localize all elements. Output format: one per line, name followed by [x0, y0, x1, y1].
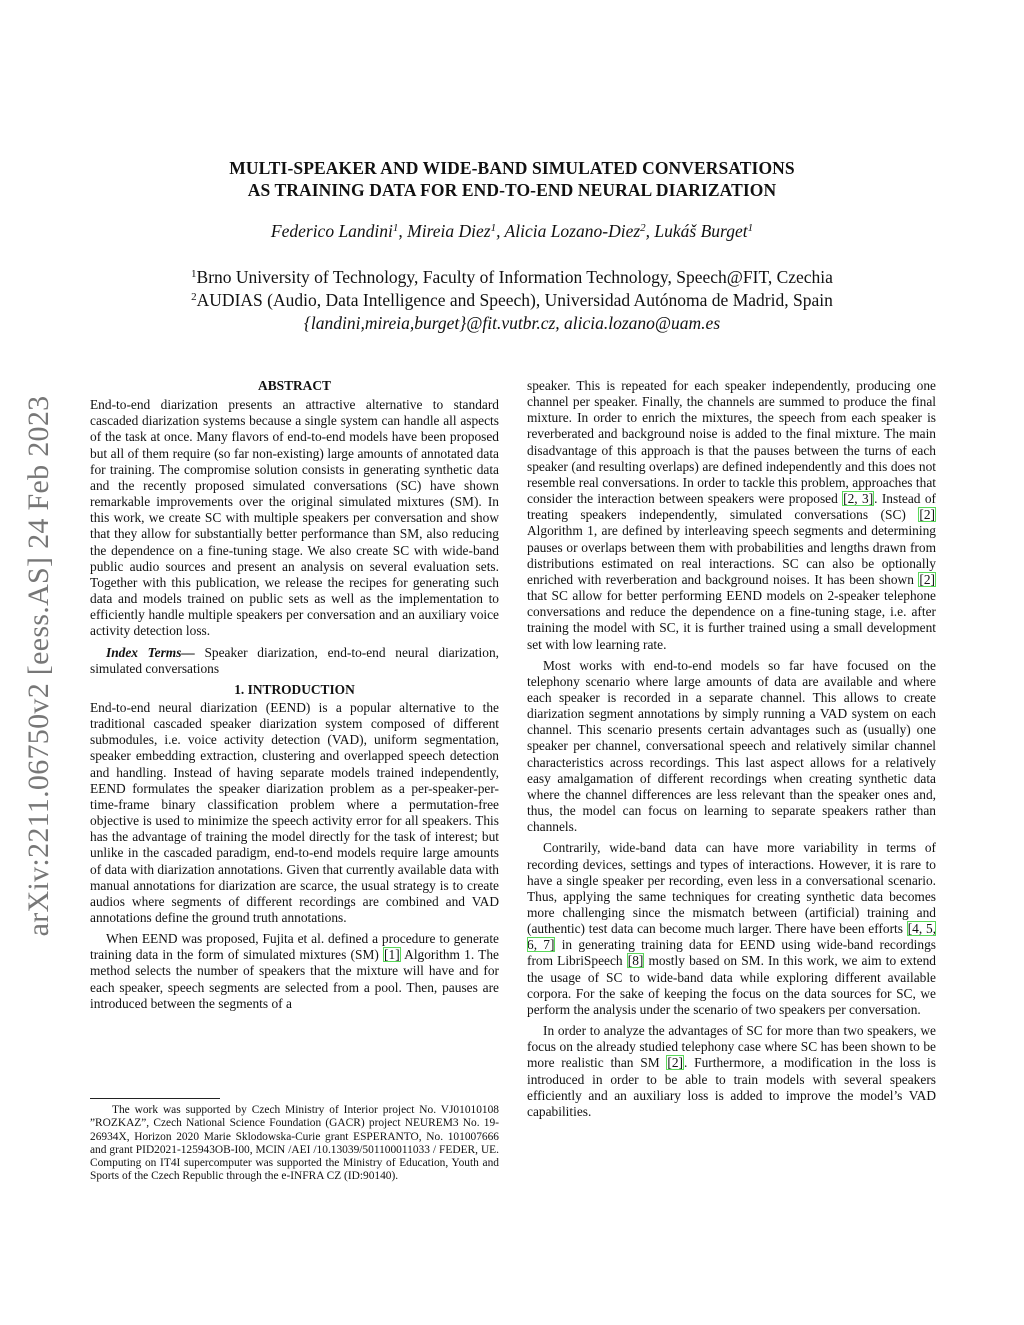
citation-link[interactable]: [8]	[627, 953, 644, 969]
affiliation-number: 1	[191, 268, 197, 280]
text-run: . Instead of treating speakers independently, simulated conversations (SC)	[527, 491, 936, 523]
text-run: mostly based on SM. In this work, we aim to extend the usage of SC to wide-band data while exploring different available corpora. For the sake of keeping the focus on the data sources for SC, we perform the analysis under the scenario of two speakers per conversation.	[527, 953, 936, 1017]
funding-footnote: The work was supported by Czech Ministry of Interior project No. VJ01010108 ”ROZKAZ”, Czech National Science Foundation (GACR) project NEUREM3 No. 19-26934X, Horizon 2020 Marie Sklodowska-Curie grant ESPERANTO, No. 101007666 and grant PID2021-125943OB-I00, MCIN /AEI /10.13039/501100011033 / FEDER, UE. Computing on IT4I supercomputer was supported the Ministry of Education, Youth and Sports of the Czech Republic through the e-INFRA CZ (ID:90140).	[90, 1104, 499, 1183]
text-run: . Furthermore, a modification in the loss is introduced in order to be able to train models with several speakers efficiently and an auxiliary loss is added to improve the model’s VAD capabilities.	[527, 1055, 936, 1119]
affiliations	[0, 266, 1024, 335]
author-name: Alicia Lozano-Diez	[504, 221, 641, 241]
title-line-2: AS TRAINING DATA FOR END-TO-END NEURAL DIARIZATION	[247, 180, 777, 200]
citation-link[interactable]: [2]	[919, 571, 935, 587]
citation-link[interactable]: [2]	[667, 1055, 684, 1071]
intro-paragraph-1: End-to-end neural diarization (EEND) is a popular alternative to the traditional cascaded speaker diarization system composed of different submodules, i.e. voice activity detection (VAD), uniform segmentation, speaker embedding extraction, clustering and overlapped speech detection and handling. Instead of having separate models trained independently, EEND formulates the speaker diarization problem as a per-speaker-per-time-frame binary classification problem where a permutation-free objective is used to minimize the speech activity error for all speakers. This has the advantage of training the model directly for the task of interest; but unlike in the cascaded paradigm, end-to-end models require large amounts of data with diarization annotations. Given that currently available data with manual annotations for diarization are scarce, the usual strategy is to create audios where segments of different recordings are combined and VAD annotations define the ground truth annotations.	[90, 699, 499, 925]
citation-link[interactable]: [4, 5, 6, 7]	[527, 921, 936, 953]
author-name: Mireia Diez	[407, 221, 491, 241]
author-affiliation-mark: 1	[392, 222, 399, 234]
affiliation-number: 2	[191, 291, 197, 303]
citation-link[interactable]: [2]	[919, 507, 935, 523]
text-run: Algorithm 1, are defined by interleaving speech segments and determining pauses or overlaps between them with probabilities and lengths drawn from distributions estimated on real interactions. SC can also be optionally enriched with reverberation and background noises. It has been shown	[527, 523, 936, 587]
right-column	[527, 378, 936, 1120]
footnote-rule	[90, 1098, 220, 1099]
right-paragraph-1	[527, 378, 936, 653]
affiliation-line	[0, 289, 1024, 312]
text-run: that SC allow for better performing EEND models on 2-speaker telephone conversations and reduce the dependence on a fine-tuning stage, i.e. after training the model with SC, it is further trained using a small development set with low learning rate.	[527, 588, 936, 652]
author-affiliation-mark: 1	[490, 222, 497, 234]
author-list: Federico Landini$^1$, Mireia Diez$^1$, Alicia Lozano-Diez$^2$, Lukáš Burget$^1$	[270, 221, 754, 241]
affiliation-text: AUDIAS (Audio, Data Intelligence and Speech), Universidad Autónoma de Madrid, Spain	[196, 290, 833, 310]
right-paragraph-2: Most works with end-to-end models so far have focused on the telephony scenario where large amounts of data are available and where each speaker is recorded in a separate channel. This allows to create diarization segment annotations by simply running a VAD system on each channel. This scenario presents certain advantages such as (usually) one speaker per channel, conversational speech and relatively similar channel characteristics across recordings. This last aspect allows for a relatively easy amalgamation of different recordings when creating synthetic data where the channel differences are less relevant than the speaker ones and, thus, the model can focus on learning to separate speakers rather than channels.	[527, 657, 936, 835]
abstract-heading: ABSTRACT	[258, 378, 331, 393]
abstract-text: End-to-end diarization presents an attractive alternative to standard cascaded diarization systems because a single system can handle all aspects of the task at once. Many flavors of end-to-end models have been proposed but all of them require (so far non-existing) large amounts of annotated data for training. The compromise solution consists in generating synthetic data and the recently proposed simulated conversations (SC) have shown remarkable improvements over the original simulated mixtures (SM). In this work, we create SC with multiple speakers per conversation and show that they allow for substantially better performance than SM, also reducing the dependence on a fine-tuning stage. We also create SC with wide-band public audio sources and present an analysis on several evaluation sets. Together with this publication, we release the recipes for generating such data and models trained on public sets as well as the implementation to efficiently handle multiple speakers per conversation and an auxiliary voice activity detection loss.	[90, 397, 499, 639]
text-run: in generating training data for EEND using wide-band recordings from LibriSpeech	[527, 937, 936, 969]
citation-link[interactable]: [2, 3]	[843, 491, 874, 507]
author-affiliation-mark: 1	[747, 222, 754, 234]
right-paragraph-3	[527, 840, 936, 1018]
title-line-1: MULTI-SPEAKER AND WIDE-BAND SIMULATED CONVERSATIONS	[229, 158, 795, 178]
affiliation-line	[0, 266, 1024, 289]
author-name: Federico Landini	[270, 221, 393, 241]
author-emails: {landini,mireia,burget}@fit.vutbr.cz, alicia.lozano@uam.es	[303, 313, 721, 333]
author-affiliation-mark: 2	[640, 222, 646, 234]
author-name: Lukáš Burget	[654, 221, 748, 241]
intro-paragraph-2	[90, 931, 499, 1012]
text-run: Algorithm 1. The method selects the number of speakers that the mixture will have and for each speaker, speech segments are selected from a pool. Then, pauses are introduced between the segments of a	[90, 947, 499, 1011]
affiliation-text: Brno University of Technology, Faculty of Information Technology, Speech@FIT, Czechia	[196, 267, 833, 287]
text-run: When EEND was proposed, Fujita et al. defined a procedure to generate training data in the form of simulated mixtures (SM)	[90, 931, 499, 963]
text-run: In order to analyze the advantages of SC for more than two speakers, we focus on the already studied telephony case where SC has been shown to be more realistic than SM	[527, 1023, 936, 1071]
paper-title	[0, 157, 1024, 201]
citation-link[interactable]: [1]	[384, 947, 400, 963]
index-terms-label: Index Terms—	[106, 644, 195, 660]
right-paragraph-4	[527, 1023, 936, 1120]
text-run: Contrarily, wide-band data can have more variability in terms of recording devices, settings and types of interactions. However, it is rare to have a single speaker per recording, even less in a conversational scenario. Thus, applying the same techniques for creating synthetic data becomes more challenging since the mismatch between (artificial) training and (authentic) test data can become much larger. There have been efforts	[527, 840, 936, 937]
arxiv-identifier: arXiv:2211.06750v2 [eess.AS] 24 Feb 2023	[22, 395, 55, 937]
index-terms	[90, 645, 499, 677]
introduction-heading: 1. INTRODUCTION	[234, 681, 355, 697]
left-column	[90, 378, 499, 1012]
text-run: speaker. This is repeated for each speaker independently, producing one channel per speaker. Finally, the channels are summed to produce the final mixture. In order to enrich the mixtures, the speech from each speaker is reverberated and background noise is added to the final mixture. The main disadvantage of this approach is that the pauses between the turns of each speaker (and resulting overlaps) are defined independently and this does not resemble real conversations. In order to tackle this problem, approaches that consider the interaction between speakers were proposed	[527, 378, 936, 507]
arxiv-sidebar	[22, 346, 56, 986]
index-terms-text: Speaker diarization, end-to-end neural diarization, simulated conversations	[90, 644, 499, 676]
